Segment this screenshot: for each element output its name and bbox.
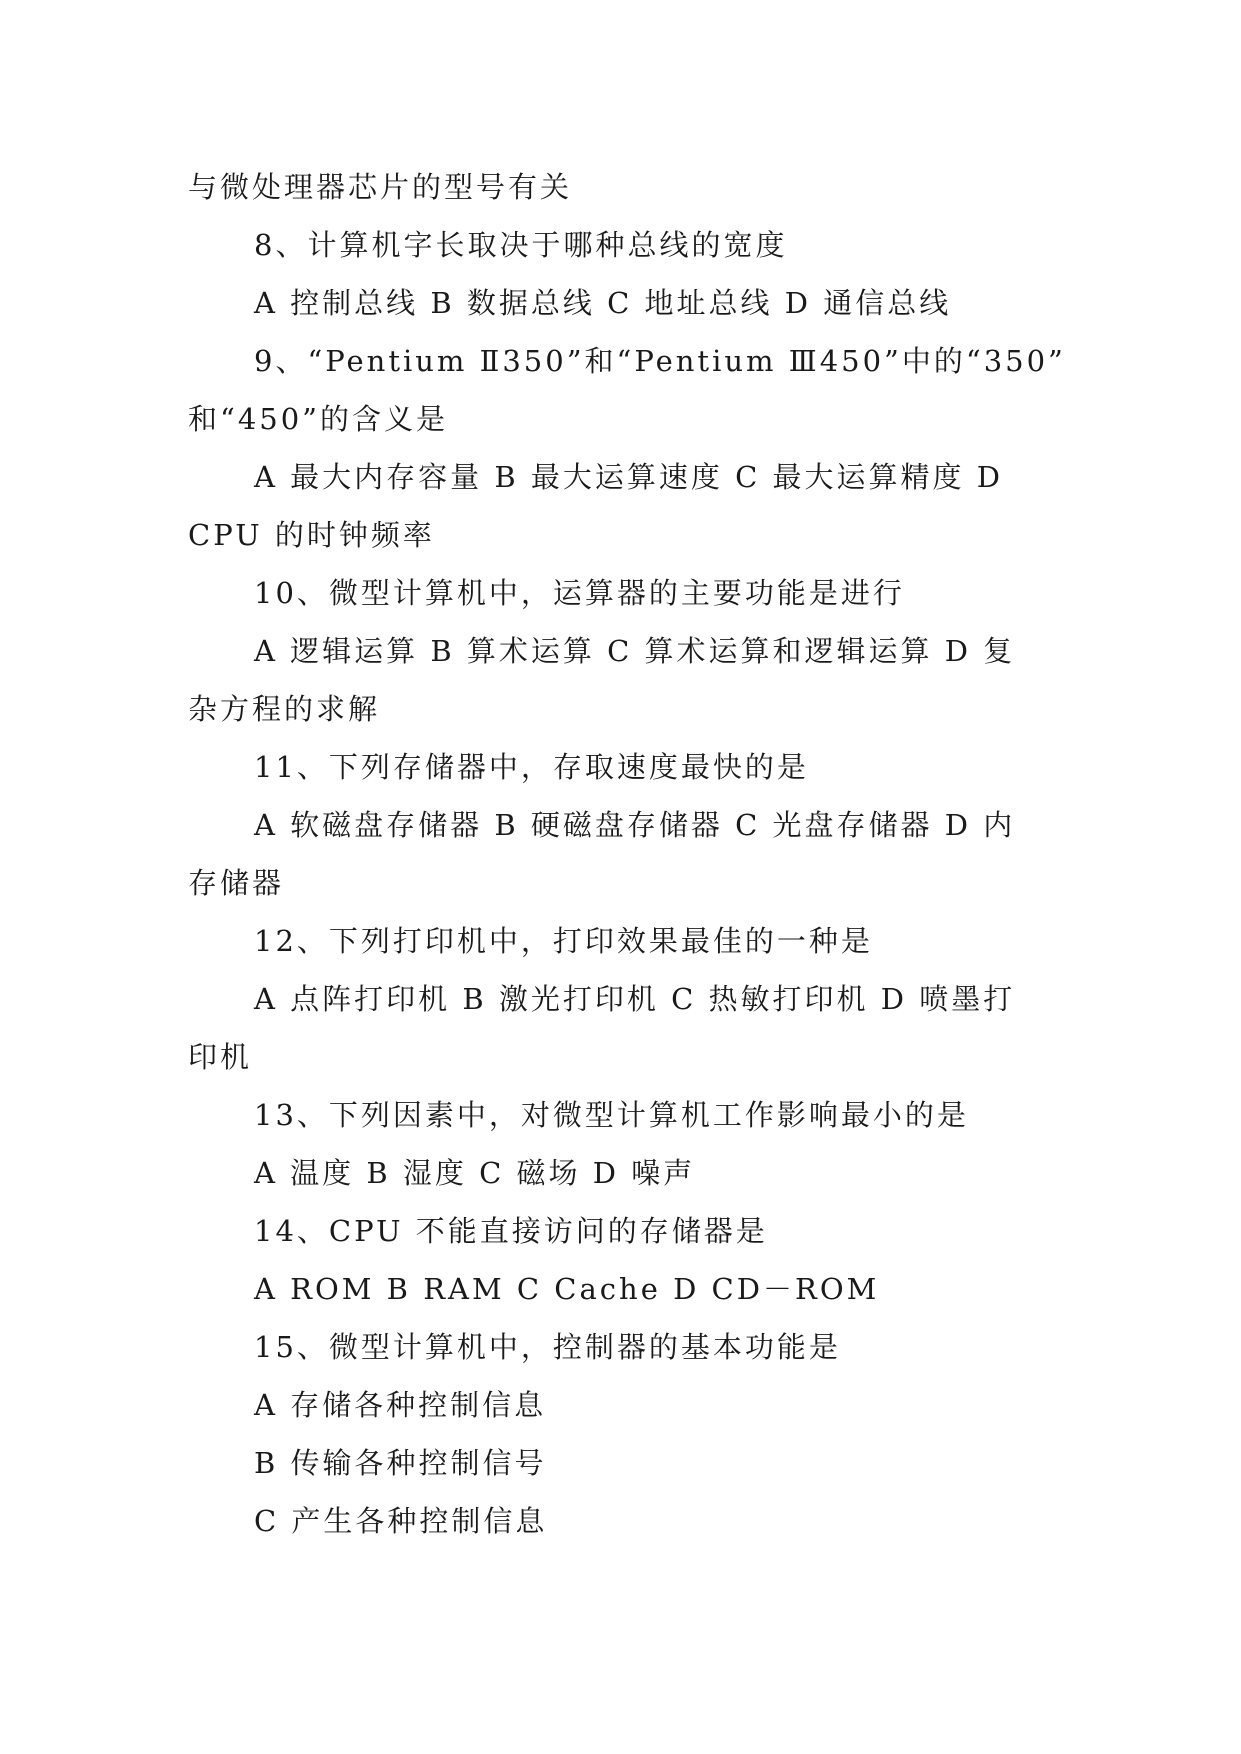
question-11-options-continuation: 存储器 xyxy=(188,866,285,900)
question-8: 8、计算机字长取决于哪种总线的宽度 xyxy=(254,228,788,262)
question-10-options: A 逻辑运算 B 算术运算 C 算术运算和逻辑运算 D 复 xyxy=(254,634,1016,668)
question-9: 9、“Pentium Ⅱ350”和“Pentium Ⅲ450”中的“350” xyxy=(254,344,1066,378)
text-line-continuation: 与微处理器芯片的型号有关 xyxy=(188,170,573,204)
question-9-options: A 最大内存容量 B 最大运算速度 C 最大运算精度 D xyxy=(254,460,1004,494)
question-15-option-b: B 传输各种控制信号 xyxy=(254,1446,547,1480)
document-page xyxy=(188,158,1068,1550)
question-14-options: A ROM B RAM C Cache D CD－ROM xyxy=(254,1272,880,1306)
question-12-options-continuation: 印机 xyxy=(188,1040,253,1074)
question-9-options-continuation: CPU 的时钟频率 xyxy=(188,518,435,552)
question-10-options-continuation: 杂方程的求解 xyxy=(188,692,381,726)
question-13-options: A 温度 B 湿度 C 磁场 D 噪声 xyxy=(254,1156,696,1190)
question-11: 11、下列存储器中，存取速度最快的是 xyxy=(254,750,809,784)
question-9-continuation: 和“450”的含义是 xyxy=(188,402,449,436)
question-15-option-c: C 产生各种控制信息 xyxy=(254,1504,548,1538)
question-8-options: A 控制总线 B 数据总线 C 地址总线 D 通信总线 xyxy=(254,286,952,320)
question-11-options: A 软磁盘存储器 B 硬磁盘存储器 C 光盘存储器 D 内 xyxy=(254,808,1016,842)
question-10: 10、微型计算机中，运算器的主要功能是进行 xyxy=(254,576,905,610)
question-13: 13、下列因素中，对微型计算机工作影响最小的是 xyxy=(254,1098,969,1132)
question-12: 12、下列打印机中，打印效果最佳的一种是 xyxy=(254,924,873,958)
question-15-option-a: A 存储各种控制信息 xyxy=(254,1388,547,1422)
question-14: 14、CPU 不能直接访问的存储器是 xyxy=(254,1214,768,1248)
question-12-options: A 点阵打印机 B 激光打印机 C 热敏打印机 D 喷墨打 xyxy=(254,982,1016,1016)
question-15: 15、微型计算机中，控制器的基本功能是 xyxy=(254,1330,841,1364)
